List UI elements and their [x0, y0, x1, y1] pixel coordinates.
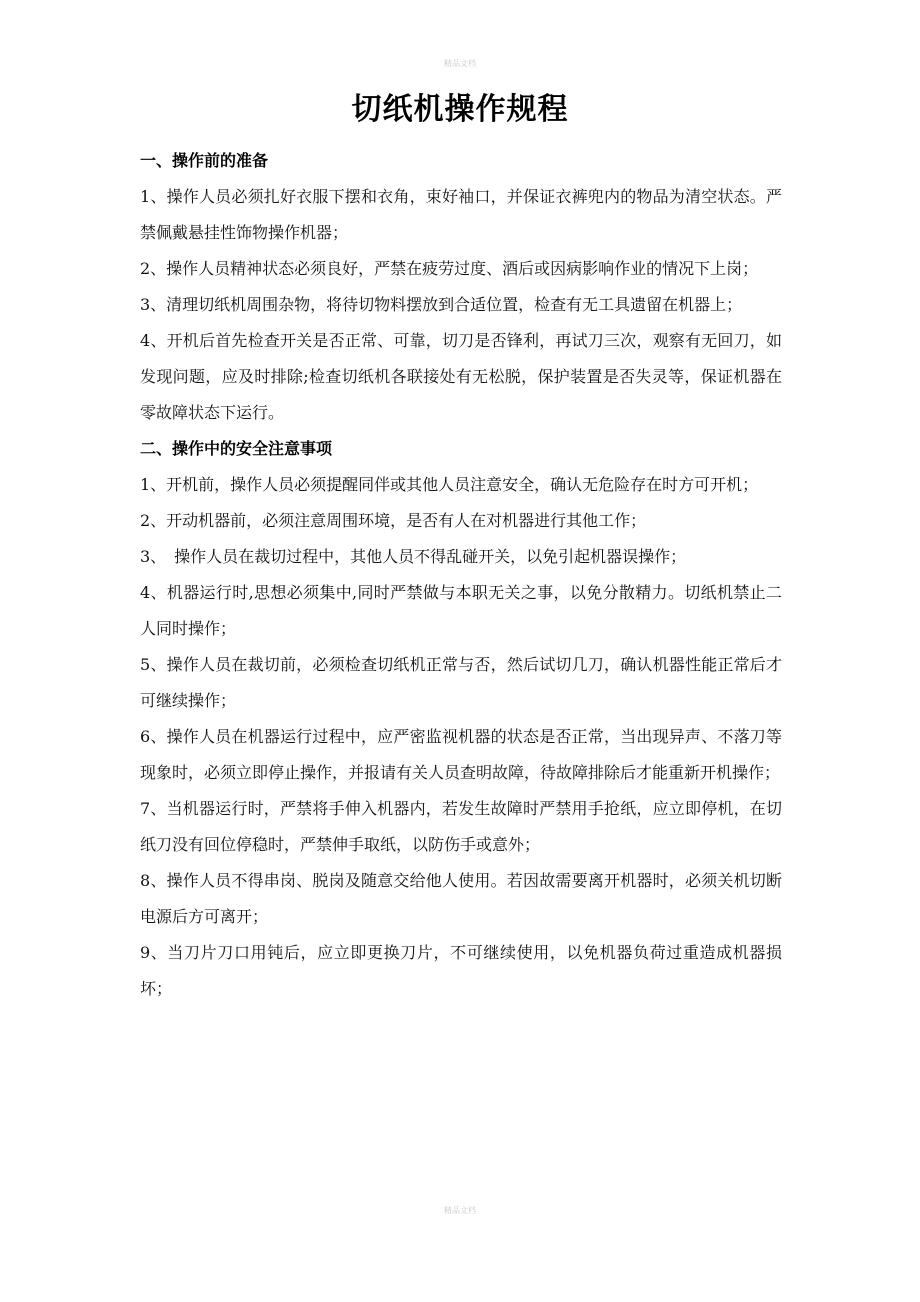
document-body: [140, 143, 782, 1007]
list-item: 1、开机前，操作人员必须提醒同伴或其他人员注意安全，确认无危险存在时方可开机；: [140, 475, 759, 494]
page-title: 切纸机操作规程: [351, 92, 569, 127]
list-item: 7、当机器运行时，严禁将手伸入机器内，若发生故障时严禁用手抢纸，应立即停机，在切纸刀没有回位停稳时，严禁伸手取纸，以防伤手或意外；: [140, 799, 782, 854]
list-item: 2、操作人员精神状态必须良好，严禁在疲劳过度、酒后或因病影响作业的情况下上岗；: [140, 259, 759, 278]
list-item: 8、操作人员不得串岗、脱岗及随意交给他人使用。若因故需要离开机器时，必须关机切断电源后方可离开；: [140, 871, 782, 926]
section-preparation: [140, 143, 782, 431]
list-item: 9、当刀片刀口用钝后，应立即更换刀片，不可继续使用，以免机器负荷过重造成机器损坏；: [140, 943, 782, 998]
list-item: 4、机器运行时,思想必须集中,同时严禁做与本职无关之事，以免分散精力。切纸机禁止二人同时操作；: [140, 583, 782, 638]
list-item: 6、操作人员在机器运行过程中，应严密监视机器的状态是否正常，当出现异声、不落刀等现象时，必须立即停止操作，并报请有关人员查明故障，待故障排除后才能重新开机操作；: [140, 727, 782, 782]
header-watermark: 精品文档: [444, 59, 476, 68]
list-item: 3、清理切纸机周围杂物，将待切物料摆放到合适位置，检查有无工具遗留在机器上；: [140, 295, 743, 314]
section-heading: 二、操作中的安全注意事项: [140, 439, 333, 458]
list-item: 3、 操作人员在裁切过程中，其他人员不得乱碰开关，以免引起机器误操作；: [140, 547, 687, 566]
section-heading: 一、操作前的准备: [140, 151, 269, 170]
section-safety-notes: [140, 431, 782, 1007]
footer-watermark: 精品文档: [444, 1206, 476, 1215]
list-item: 1、操作人员必须扎好衣服下摆和衣角，束好袖口，并保证衣裤兜内的物品为清空状态。严禁佩戴悬挂性饰物操作机器；: [140, 187, 782, 242]
list-item: 4、开机后首先检查开关是否正常、可靠，切刀是否锋利，再试刀三次，观察有无回刀，如发现问题，应及时排除;检查切纸机各联接处有无松脱，保护装置是否失灵等，保证机器在零故障状态下运行。: [140, 331, 782, 422]
list-item: 2、开动机器前，必须注意周围环境，是否有人在对机器进行其他工作；: [140, 511, 647, 530]
list-item: 5、操作人员在裁切前，必须检查切纸机正常与否，然后试切几刀，确认机器性能正常后才可继续操作；: [140, 655, 782, 710]
